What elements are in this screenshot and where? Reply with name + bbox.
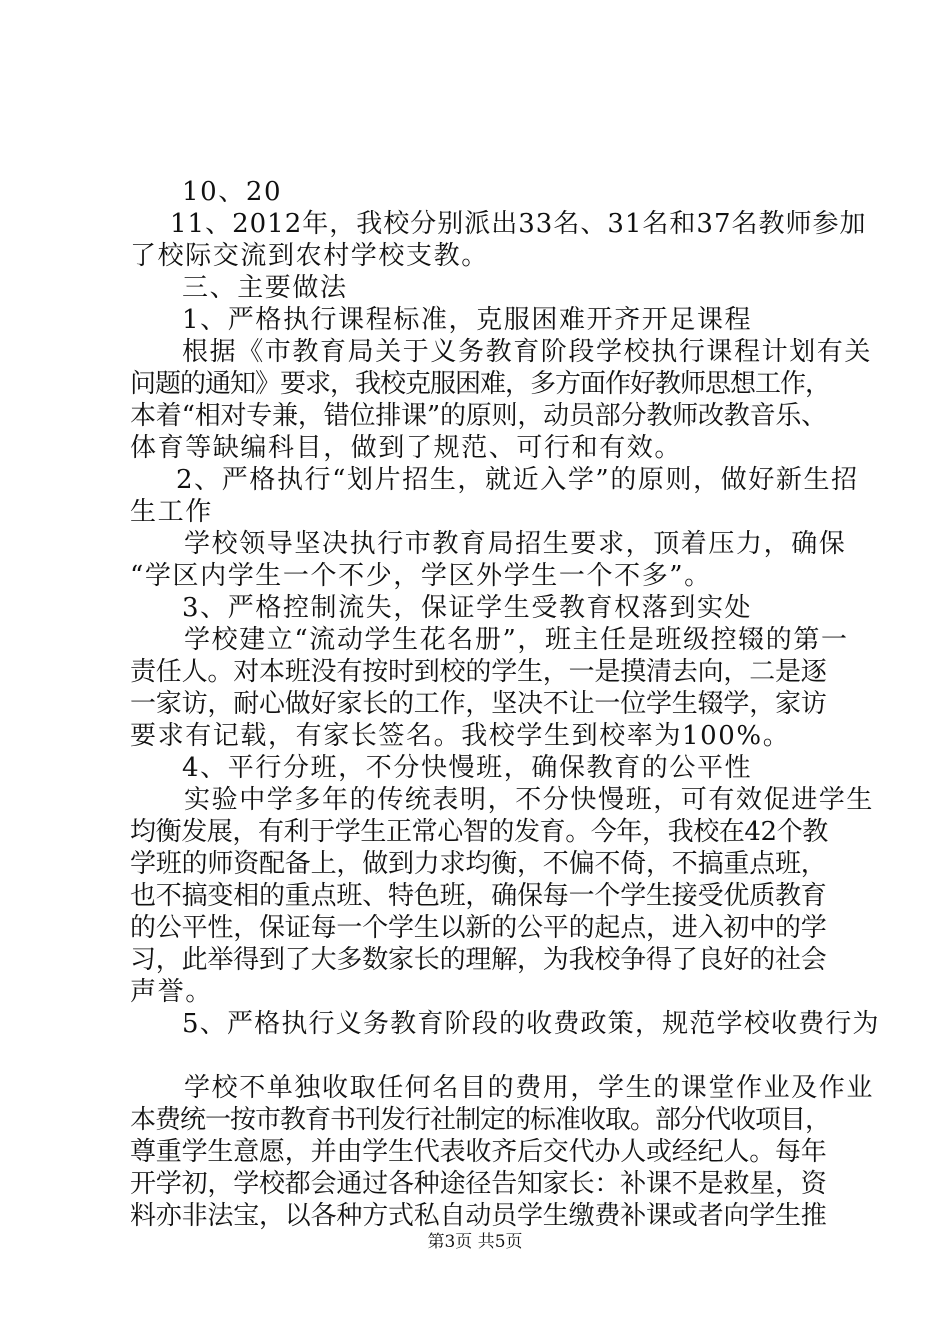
body-line: 料亦非法宝，以各种方式私自动员学生缴费补课或者向学生推 — [130, 1201, 827, 1231]
body-line: 学班的师资配备上，做到力求均衡，不偏不倚，不搞重点班， — [130, 849, 827, 879]
subsection-heading: 5、严格执行义务教育阶段的收费政策，规范学校收费行为 — [182, 1009, 880, 1039]
body-line: 本费统一按市教育书刊发行社制定的标准收取。部分代收项目， — [130, 1105, 831, 1135]
subsection-heading: 生工作 — [130, 497, 213, 527]
body-line: 一家访，耐心做好家长的工作，坚决不让一位学生辍学，家访 — [130, 689, 827, 719]
body-line: 11、2012年，我校分别派出33名、31名和37名教师参加 — [170, 209, 867, 239]
body-line: 本着“相对专兼，错位排课”的原则，动员部分教师改教音乐、 — [130, 401, 827, 431]
body-line: 习，此举得到了大多数家长的理解，为我校争得了良好的社会 — [130, 945, 827, 975]
subsection-heading: 3、严格控制流失，保证学生受教育权落到实处 — [182, 593, 753, 623]
body-line: “学区内学生一个不少，学区外学生一个不多”。 — [130, 561, 712, 591]
body-line: 责任人。对本班没有按时到校的学生，一是摸清去向，二是逐 — [130, 657, 827, 687]
body-line: 学校不单独收取任何名目的费用，学生的课堂作业及作业 — [184, 1073, 875, 1103]
body-line: 均衡发展，有利于学生正常心智的发育。今年，我校在42个教 — [130, 817, 828, 847]
body-line: 问题的通知》要求，我校克服困难，多方面作好教师思想工作， — [130, 369, 831, 399]
page-number-footer: 第3页 共5页 — [427, 1232, 523, 1252]
body-line: 学校领导坚决执行市教育局招生要求，顶着压力，确保 — [184, 529, 847, 559]
subsection-heading: 2、严格执行“划片招生，就近入学”的原则，做好新生招 — [176, 465, 859, 495]
body-line: 的公平性，保证每一个学生以新的公平的起点，进入初中的学 — [130, 913, 827, 943]
body-line: 开学初，学校都会通过各种途径告知家长：补课不是救星，资 — [130, 1169, 827, 1199]
body-line: 学校建立“流动学生花名册”，班主任是班级控辍的第一 — [184, 625, 849, 655]
body-line: 也不搞变相的重点班、特色班，确保每一个学生接受优质教育 — [130, 881, 827, 911]
section-heading: 三、主要做法 — [182, 273, 348, 303]
subsection-heading: 1、严格执行课程标准，克服困难开齐开足课程 — [182, 305, 753, 335]
body-line: 要求有记载，有家长签名。我校学生到校率为100%。 — [130, 721, 791, 751]
body-line: 了校际交流到农村学校支教。 — [130, 241, 489, 271]
body-line: 尊重学生意愿，并由学生代表收齐后交代办人或经纪人。每年 — [130, 1137, 827, 1167]
body-line: 根据《市教育局关于义务教育阶段学校执行课程计划有关 — [182, 337, 873, 367]
subsection-heading: 4、平行分班，不分快慢班，确保教育的公平性 — [182, 753, 753, 783]
body-line: 实验中学多年的传统表明，不分快慢班，可有效促进学生 — [184, 785, 875, 815]
body-line: 体育等缺编科目，做到了规范、可行和有效。 — [130, 433, 683, 463]
body-line: 10、20 — [182, 177, 283, 207]
body-line: 声誉。 — [130, 977, 213, 1007]
